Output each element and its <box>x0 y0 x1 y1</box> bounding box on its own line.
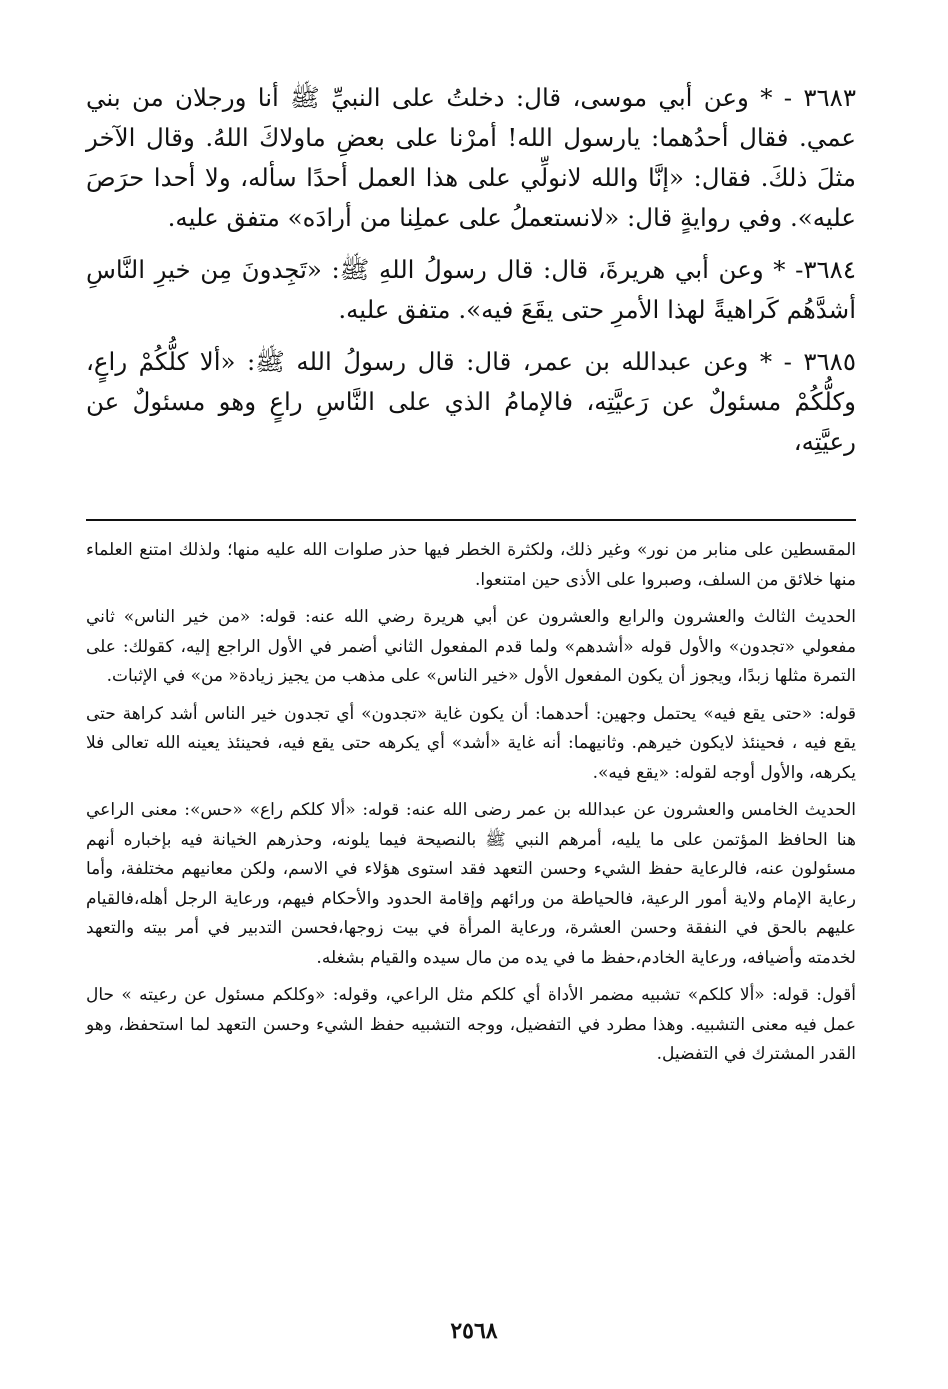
commentary-footnotes <box>86 536 856 1078</box>
hadith-3684: ٣٦٨٤- * وعن أبي هريرةَ، قال: قال رسولُ اللهِ ﷺ: «تَجِدونَ مِن خيرِ النَّاسِ أشدَّهُم كَراهيةً لهذا الأمرِ حتى يقَعَ فيه». متفق عليه. <box>86 255 856 324</box>
commentary-paragraph: أقول: قوله: «ألا كلكم» تشبيه مضمر الأداة أي كلكم مثل الراعي، وقوله: «وكلكم مسئول عن رعيته » حال عمل فيه معنى التشبيه. وهذا مطرد في التفضيل، ووجه التشبيه حفظ الشيء وحسن التعهد لما استحفظ، وهو القدر المشترك في التفضيل. <box>86 985 856 1064</box>
hadith-3683: ٣٦٨٣ - * وعن أبي موسى، قال: دخلتُ على النبيِّ ﷺ أنا ورجلان من بني عمي. فقال أحدُهما: يارسول الله! أمرْنا على بعضِ ماولاكَ اللهُ. وقال الآخر مثلَ ذلكَ. فقال: «إنَّا والله لانولِّي على هذا العمل أحدًا سأله، ولا أحدا حرَصَ عليه». وفي روايةٍ قال: «لانستعملُ على عملِنا من أرادَه» متفق عليه. <box>86 83 856 232</box>
page-number: ٢٥٦٨ <box>450 1318 498 1344</box>
hadith-main-text <box>86 78 856 474</box>
hadith-3685: ٣٦٨٥ - * وعن عبدالله بن عمر، قال: قال رسولُ الله ﷺ: «ألا كلُّكُمْ راعٍ، وكلُّكُمْ مسئولٌ عن رَعيَّتِه، فالإمامُ الذي على النَّاسِ راعٍ وهو مسئولٌ عن رعيَّتِه، <box>86 347 856 456</box>
footnote-divider <box>86 519 856 521</box>
commentary-paragraph: الحديث الثالث والعشرون والرابع والعشرون عن أبي هريرة رضي الله عنه: قوله: «من خير الناس» ثاني مفعولي «تجدون» والأول قوله «أشدهم» ولما قدم المفعول الثاني أضمر في الأول الراجع إليه، كقولك: على التمرة مثلها زبدًا، ويجوز أن يكون المفعول الأول «خير الناس» على مذهب من يجيز زيادة« من» في الإثبات. <box>86 607 856 686</box>
commentary-paragraph: قوله: «حتى يقع فيه» يحتمل وجهين: أحدهما: أن يكون غاية «تجدون» أي تجدون خير الناس أشد كراهة حتى يقع فيه ، فحينئذ لايكون خيرهم. وثانيهما: أنه غاية «أشد» أي يكرهه حتى يقع فيه، فحينئذ يعينه الله تعالى فلا يكرهه، والأول أوجه لقوله: «يقع فيه». <box>86 703 856 783</box>
commentary-paragraph: المقسطين على منابر من نور» وغير ذلك، ولكثرة الخطر فيها حذر صلوات الله عليه منها؛ ولذلك امتنع العلماء منها خلائق من السلف، وصبروا على الأذى حين امتنعوا. <box>86 540 856 590</box>
commentary-paragraph: الحديث الخامس والعشرون عن عبدالله بن عمر رضى الله عنه: قوله: «ألا كلكم راع» «حس»: معنى الراعي هنا الحافظ المؤتمن على ما يليه، أمرهم النبي ﷺ بالنصيحة فيما يلونه، وحذرهم الخيانة فيه بإخباره أنهم مسئولون عنه، فالرعاية حفظ الشيء وحسن التعهد فقد استوى هؤلاء في الاسم، ولكن معانيهم مختلفة، وأما رعاية الإمام ولاية أمور الرعية، فالحياطة من ورائهم وإقامة الحدود والأحكام فيهم، ورعاية الرجل أهله،فالقيام عليهم بالحق في النفقة وحسن العشرة، ورعاية المرأة في بيت زوجها،فحسن التدبير في أمر بيته والتعهد لخدمته وأضيافه، ورعاية الخادم،حفظ ما في يده من مال سيده والقيام بشغله. <box>86 800 856 968</box>
